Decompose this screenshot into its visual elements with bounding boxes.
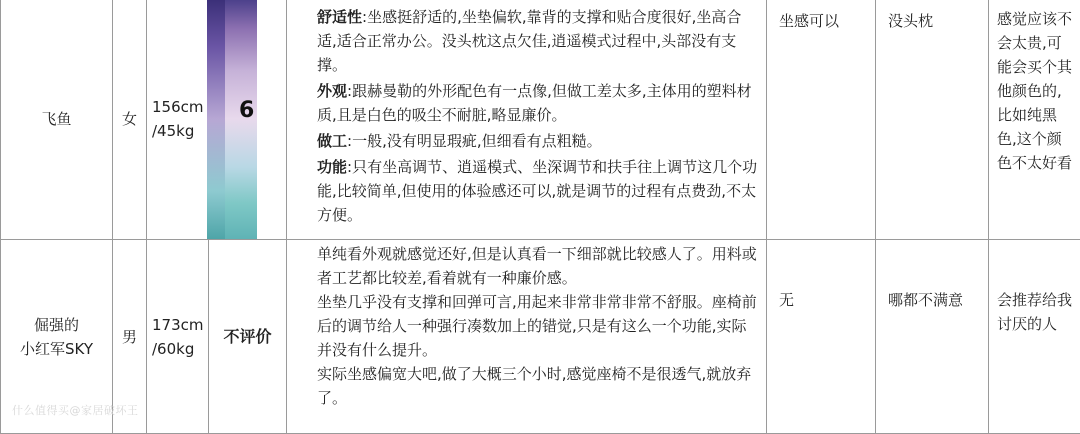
review-paragraph: 舒适性:坐感挺舒适的,坐垫偏软,靠背的支撑和贴合度很好,坐高合适,适合正常办公。没头枕这点欠佳,逍遥模式过程中,头部没有支撑。 — [317, 5, 758, 77]
table-row — [1, 240, 1080, 434]
reviewer-name-text: 小红军SKY — [20, 340, 93, 358]
pros-text: 坐感可以 — [779, 12, 839, 30]
review-paragraph: 功能:只有坐高调节、逍遥模式、坐深调节和扶手往上调节这几个功能,比较简单,但使用的体验感还可以,就是调节的过程有点费劲,不太方便。 — [317, 155, 758, 227]
reviewer-body — [147, 240, 209, 434]
review-text — [287, 0, 767, 240]
pros-text: 无 — [779, 291, 794, 309]
other-cell — [989, 240, 1080, 434]
review-paragraph: 单纯看外观就感觉还好,但是认真看一下细部就比较感人了。用料或者工艺都比较差,看着就有一种廉价感。 — [317, 242, 758, 290]
review-paragraph: 坐垫几乎没有支撑和回弹可言,用起来非常非常非常不舒服。座椅前后的调节给人一种强行凑数加上的错觉,只是有这么一个功能,实际并没有什么提升。 — [317, 290, 758, 362]
other-text: 感觉应该不会太贵,可能会买个其他颜色的,比如纯黑色,这个颜色不太好看 — [997, 10, 1072, 172]
cons-cell — [876, 0, 989, 240]
review-paragraph: 实际坐感偏宽大吧,做了大概三个小时,感觉座椅不是很透气,就放弃了。 — [317, 362, 758, 410]
reviewer-gender — [113, 0, 147, 240]
reviewer-name-text: 飞鱼 — [41, 110, 71, 128]
review-paragraph: 做工:一般,没有明显瑕疵,但细看有点粗糙。 — [317, 129, 758, 153]
pros-cell — [767, 240, 876, 434]
review-text — [287, 240, 767, 434]
cons-cell — [876, 240, 989, 434]
reviewer-name — [1, 0, 113, 240]
cons-text: 哪都不满意 — [888, 291, 963, 309]
watermark: 什么值得买@家居破坏王 — [12, 402, 139, 418]
reviewer-name-text: 倔强的 — [34, 316, 79, 334]
score-value: 6 — [239, 99, 254, 123]
review-paragraph: 外观:跟赫曼勒的外形配色有一点像,但做工差太多,主体用的塑料材质,且是白色的吸尘不耐脏,略显廉价。 — [317, 79, 758, 127]
reviewer-body — [147, 0, 209, 240]
other-cell — [989, 0, 1080, 240]
gender-text: 男 — [122, 328, 137, 346]
score-value: 不评价 — [223, 327, 271, 346]
gender-text: 女 — [122, 110, 137, 128]
score-cell — [209, 0, 287, 240]
cons-text: 没头枕 — [888, 12, 933, 30]
height-text: 156cm — [152, 98, 204, 116]
pros-cell — [767, 0, 876, 240]
other-text: 会推荐给我讨厌的人 — [997, 291, 1072, 333]
weight-text: /60kg — [152, 340, 194, 358]
table-row — [1, 0, 1080, 240]
score-cell — [209, 240, 287, 434]
weight-text: /45kg — [152, 122, 194, 140]
height-text: 173cm — [152, 316, 204, 334]
